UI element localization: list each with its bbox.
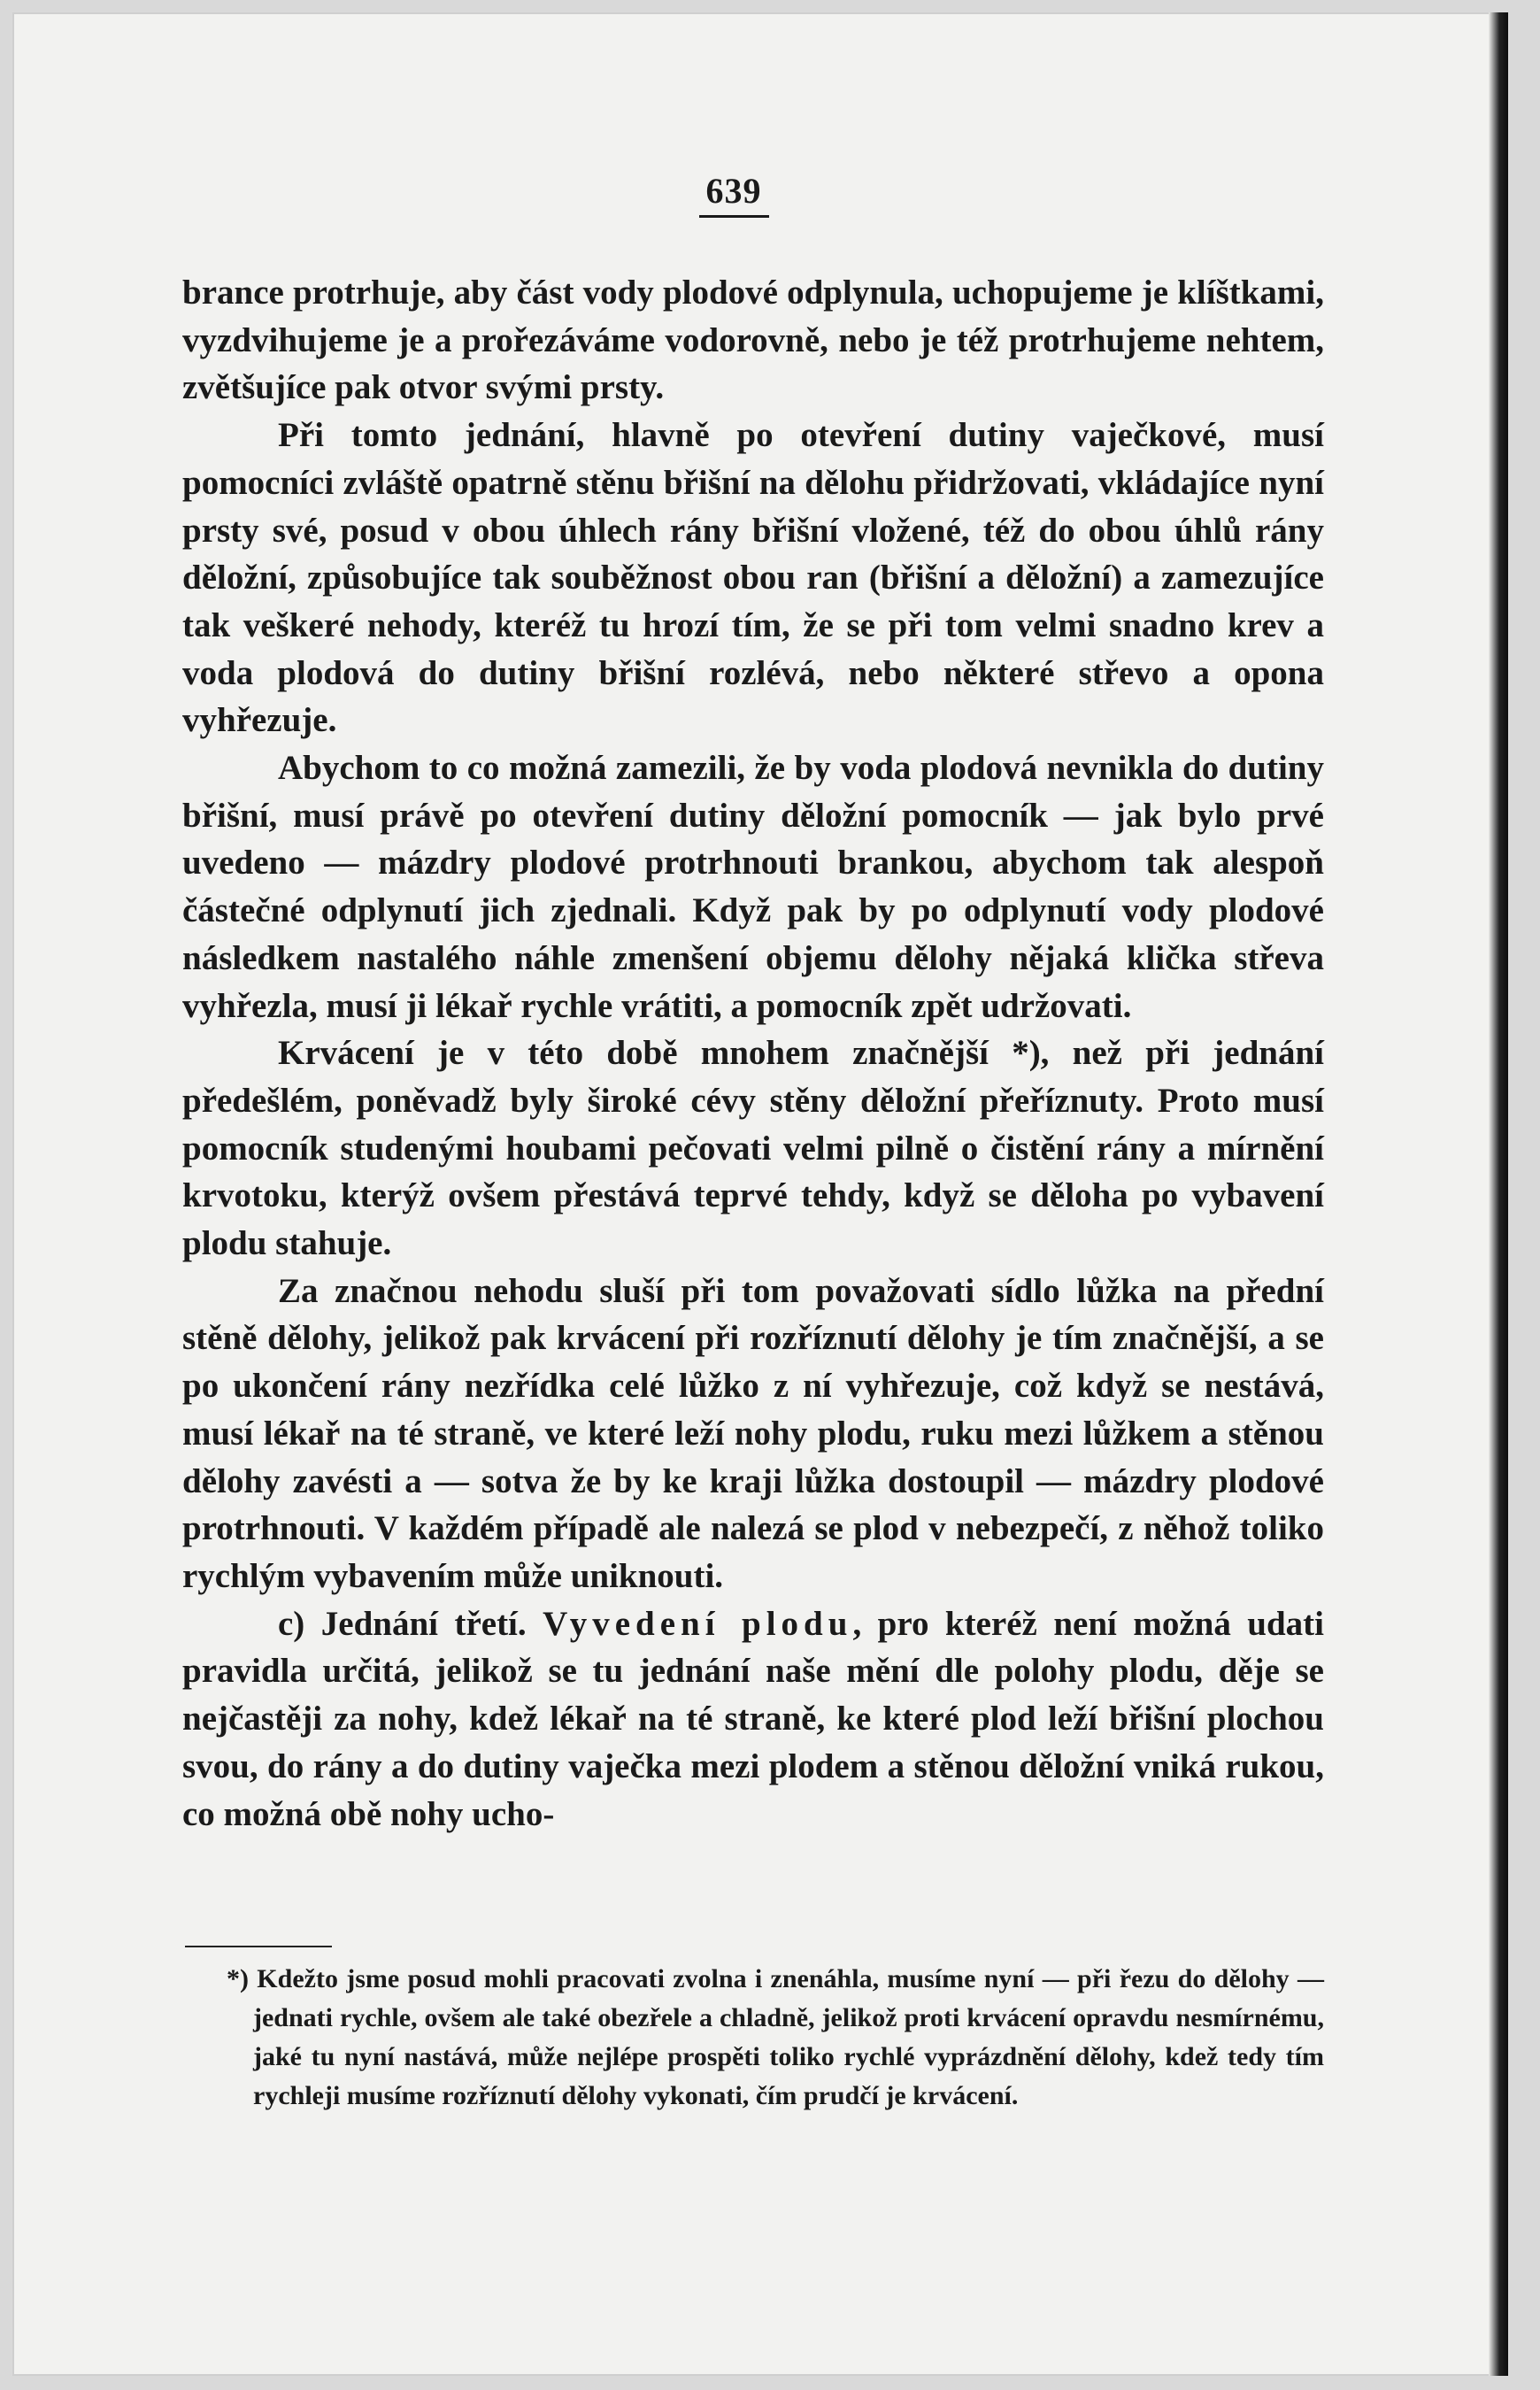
book-page [12,12,1508,2376]
paragraph-2: Při tomto jednání, hlavně po otevření dutiny vaječkové, musí pomocníci zvláště opatrně stěnu břišní na dělohu přidržovati, vkládajíce nyní prsty své, posud v obou úhlech rány břišní vložené, též do obou úhlů rány děložní, způsobujíce tak souběžnost obou ran (břišní a děložní) a zamezujíce tak veškeré nehody, kteréž tu hrozí tím, že se při tom velmi snadno krev a voda plodová do dutiny břišní rozlévá, nebo některé střevo a opona vyhřezuje. [182,416,1324,740]
paragraph-3: Abychom to co možná zamezili, že by voda plodová nevnikla do dutiny břišní, musí právě po otevření dutiny děložní pomocník — jak bylo prvé uvedeno — mázdry plodové protrhnouti brankou, abychom tak alespoň částečné odplynutí jich zjednali. Když pak by po odplynutí vody plodové následkem nastalého náhle zmenšení objemu dělohy nějaká klička střeva vyhřezla, musí ji lékař rychle vrátiti, a pomocník zpět udržovati. [182,749,1324,1025]
paragraph-5: Za značnou nehodu sluší při tom považovati sídlo lůžka na přední stěně dělohy, jelikož pak krvácení při rozříznutí dělohy je tím značnější, a se po ukončení rány nezřídka celé lůžko z ní vyhřezuje, což když se nestává, musí lékař na té straně, ve které leží nohy plodu, ruku mezi lůžkem a stěnou dělohy zavésti a — sotva že by ke kraji lůžka dostoupil — mázdry plodové protrhnouti. V každém případě ale nalezá se plod v nebezpečí, z něhož toliko rychlým vybavením může uniknouti. [182,1271,1324,1595]
paragraph-1: brance protrhuje, aby část vody plodové odplynula, uchopujeme je klíštkami, vyzdvihujeme je a prořezáváme vodorovně, nebo je též protrhujeme nehtem, zvětšujíce pak otvor svými prsty. [182,274,1324,407]
body-text [182,269,1324,1838]
footnotes [227,1960,1324,2116]
paragraph-6-spaced-heading: Vyvedení plodu [543,1604,853,1643]
page-edge-shadow [1489,12,1508,2376]
paragraph-4: Krvácení je v této době mnohem značnější *), než při jednání předešlém, poněvadž byly široké cévy stěny děložní přeříznuty. Proto musí pomocník studenými houbami pečovati velmi pilně o čistění rány a mírnění krvotoku, kterýž ovšem přestává teprvé tehdy, když se děloha po vybavení plodu stahuje. [182,1034,1324,1263]
page-number: 639 [12,170,1455,218]
footnote-divider [185,1946,332,1947]
paragraph-6-lead: c) Jednání třetí. [278,1604,543,1643]
paragraph-6 [182,1600,1324,1839]
footnote-1: *) Kdežto jsme posud mohli pracovati zvolna i znenáhla, musíme nyní — při řezu do dělohy — jednati rychle, ovšem ale také obezřele a chladně, jelikož proti krvácení opravdu nesmírnému, jaké tu nyní nastává, může nejlépe prospěti toliko rychlé vyprázdnění dělohy, kdež tedy tím rychleji musíme rozříznutí dělohy vykonati, čím prudčí je krvácení. [227,1964,1324,2110]
paragraph-6-rest: , pro kteréž není možná udati pravidla určitá, jelikož se tu jednání naše mění dle polohy plodu, děje se nejčastěji za nohy, kdež lékař na té straně, ke které plod leží břišní plochou svou, do rány a do dutiny vaječka mezi plodem a stěnou děložní vniká rukou, co možná obě nohy ucho- [182,1604,1324,1833]
